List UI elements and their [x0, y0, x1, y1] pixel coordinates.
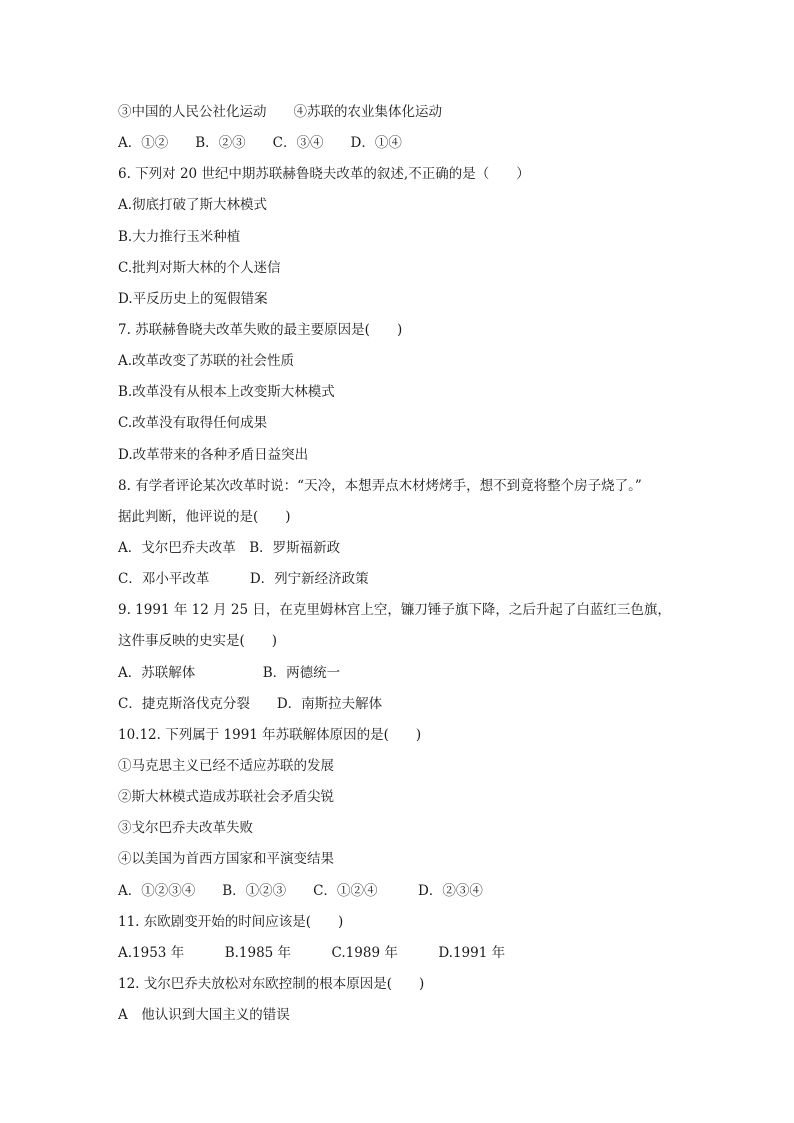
question-12: 12. 戈尔巴乔夫放松对东欧控制的根本原因是( ): [118, 976, 425, 992]
question-10-options: A．①②③④ B．①②③ C．①②④ D．②③④: [118, 883, 483, 899]
question-7: 7. 苏联赫鲁晓夫改革失败的最主要原因是( ): [118, 322, 403, 338]
question-8-options-ab: A．戈尔巴乔夫改革 B．罗斯福新政: [118, 540, 341, 556]
question-6-option-c: C.批判对斯大林的个人迷信: [118, 260, 281, 276]
text-line-1: ③中国的人民公社化运动 ④苏联的农业集体化运动: [118, 104, 442, 120]
question-11: 11. 东欧剧变开始的时间应该是( ): [118, 914, 344, 930]
question-10: 10.12. 下列属于 1991 年苏联解体原因的是( ): [118, 727, 422, 743]
question-9-options-cd: C．捷克斯洛伐克分裂 D．南斯拉夫解体: [118, 696, 383, 712]
question-11-options: A.1953 年 B.1985 年 C.1989 年 D.1991 年: [118, 945, 506, 961]
question-6-option-d: D.平反历史上的冤假错案: [118, 291, 268, 307]
question-6-option-a: A.彻底打破了斯大林模式: [118, 197, 268, 213]
question-10-item-3: ③戈尔巴乔夫改革失败: [118, 820, 253, 836]
question-9-cont: 这件事反映的史实是( ): [118, 633, 278, 649]
question-12-option-a: A 他认识到大国主义的错误: [118, 1007, 290, 1023]
question-7-option-d: D.改革带来的各种矛盾日益突出: [118, 447, 309, 463]
question-10-item-1: ①马克思主义已经不适应苏联的发展: [118, 758, 334, 774]
question-9: 9. 1991 年 12 月 25 日，在克里姆林宫上空，镰刀锤子旗下降，之后升起了白蓝红三色旗，: [118, 602, 671, 618]
question-10-item-4: ④以美国为首西方国家和平演变结果: [118, 851, 334, 867]
question-8-cont: 据此判断，他评说的是( ): [118, 509, 291, 525]
question-7-option-b: B.改革没有从根本上改变斯大林模式: [118, 384, 335, 400]
question-8-options-cd: C．邓小平改革 D．列宁新经济政策: [118, 571, 369, 587]
question-8: 8. 有学者评论某次改革时说：“天冷，本想弄点木材烤烤手，想不到竟将整个房子烧了。”: [118, 478, 642, 494]
text-line-2: A．①② B．②③ C．③④ D．①④: [118, 135, 402, 151]
question-7-option-a: A.改革改变了苏联的社会性质: [118, 353, 295, 369]
question-6-option-b: B.大力推行玉米种植: [118, 229, 241, 245]
question-6: 6. 下列对 20 世纪中期苏联赫鲁晓夫改革的叙述,不正确的是（ ）: [118, 166, 530, 182]
question-9-options-ab: A．苏联解体 B．两德统一: [118, 665, 341, 681]
question-7-option-c: C.改革没有取得任何成果: [118, 415, 268, 431]
question-10-item-2: ②斯大林模式造成苏联社会矛盾尖锐: [118, 789, 334, 805]
